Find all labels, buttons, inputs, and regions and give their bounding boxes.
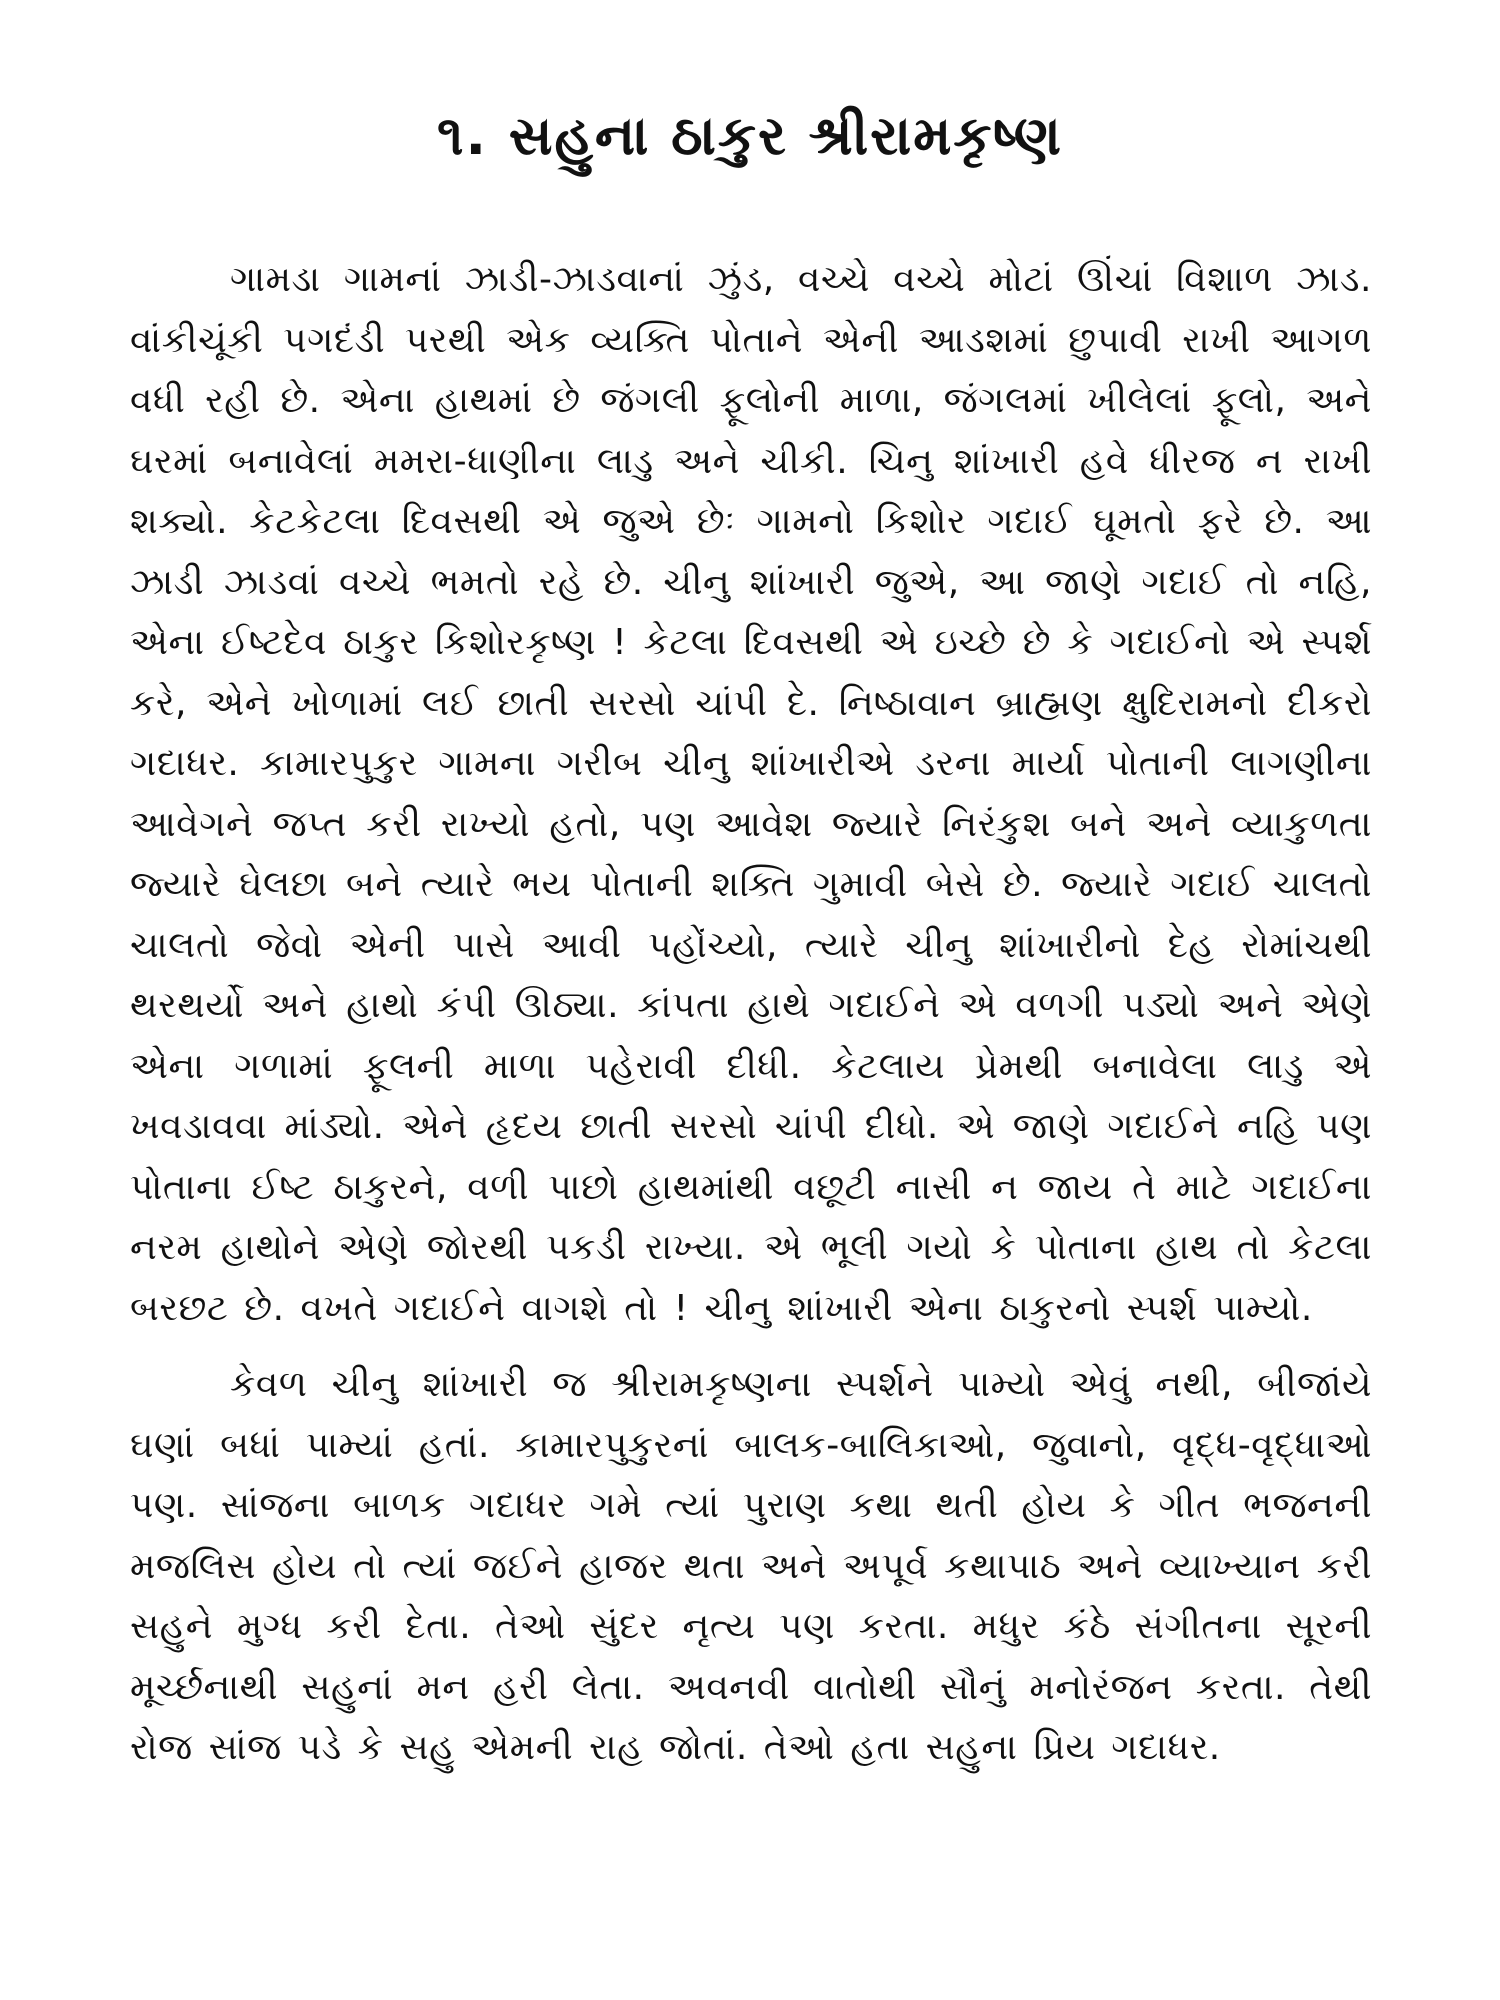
paragraph-1: ગામડા ગામનાં ઝાડી-ઝાડવાનાં ઝુંડ, વચ્ચે વચ્ચે મોટાં ઊંચાં વિશાળ ઝાડ. વાંકીચૂંકી પગદંડી પરથી એક વ્યક્તિ પોતાને એની આડશમાં છુપાવી રાખી આગળ વધી રહી છે. એના હાથમાં છે જંગલી ફૂલોની માળા, જંગલમાં ખીલેલાં ફૂલો, અને ઘરમાં બનાવેલાં મમરા-ધાણીના લાડુ અને ચીકી. ચિનુ શાંખારી હવે ધીરજ ન રાખી શક્યો. કેટકેટલા દિવસથી એ જુએ છેઃ ગામનો કિશોર ગદાઈ ઘૂમતો ફરે છે. આ ઝાડી ઝાડવાં વચ્ચે ભમતો રહે છે. ચીનુ શાંખારી જુએ, આ જાણે ગદાઈ તો નહિ, એના ઈષ્ટદેવ ઠાકુર કિશોરકૃષ્ણ ! કેટલા દિવસથી એ ઇચ્છે છે કે ગદાઈનો એ સ્પર્શ કરે, એને ખોળામાં લઈ છાતી સરસો ચાંપી દે. નિષ્ઠાવાન બ્રાહ્મણ ક્ષુદિરામનો દીકરો ગદાધર. કામારપુકુર ગામના ગરીબ ચીનુ શાંખારીએ ડરના માર્યા પોતાની લાગણીના આવેગને જપ્ત કરી રાખ્યો હતો, પણ આવેશ જ્યારે નિરંકુશ બને અને વ્યાકુળતા જ્યારે ઘેલછા બને ત્યારે ભય પોતાની શક્તિ ગુમાવી બેસે છે. જ્યારે ગદાઈ ચાલતો ચાલતો જેવો એની પાસે આવી પહોંચ્યો, ત્યારે ચીનુ શાંખારીનો દેહ રોમાંચથી થરથર્યો અને હાથો કંપી ઊઠ્યા. કાંપતા હાથે ગદાઈને એ વળગી પડ્યો અને એણે એના ગળામાં ફૂલની માળા પહેરાવી દીધી. કેટલાય પ્રેમથી બનાવેલા લાડુ એ ખવડાવવા માંડ્યો. એને હૃદય છાતી સરસો ચાંપી દીધો. એ જાણે ગદાઈને નહિ પણ પોતાના ઈષ્ટ ઠાકુરને, વળી પાછો હાથમાંથી વછૂટી નાસી ન જાય તે માટે ગદાઈના નરમ હાથોને એણે જોરથી પકડી રાખ્યા. એ ભૂલી ગયો કે પોતાના હાથ તો કેટલા બરછટ છે. વખતે ગદાઈને વાગશે તો ! ચીનુ શાંખારી એના ઠાકુરનો સ્પર્શ પામ્યો. bbox=[130, 259, 1372, 1329]
chapter-title: ૧. સહુના ઠાકુર શ્રીરામકૃષ્ણ bbox=[437, 104, 1063, 167]
paragraph-2: કેવળ ચીનુ શાંખારી જ શ્રીરામકૃષ્ણના સ્પર્શને પામ્યો એવું નથી, બીજાંયે ઘણાં બધાં પામ્યાં હતાં. કામારપુકુરનાં બાલક-બાલિકાઓ, જુવાનો, વૃદ્ધ-વૃદ્ધાઓ પણ. સાંજના બાળક ગદાધર ગમે ત્યાં પુરાણ કથા થતી હોય કે ગીત ભજનની મજલિસ હોય તો ત્યાં જઈને હાજર થતા અને અપૂર્વ કથાપાઠ અને વ્યાખ્યાન કરી સહુને મુગ્ધ કરી દેતા. તેઓ સુંદર નૃત્ય પણ કરતા. મધુર કંઠે સંગીતના સૂરની મૂર્ચ્છનાથી સહુનાં મન હરી લેતા. અવનવી વાતોથી સૌનું મનોરંજન કરતા. તેથી રોજ સાંજ પડે કે સહુ એમની રાહ જોતાં. તેઓ હતા સહુના પ્રિય ગદાધર. bbox=[130, 1364, 1372, 1768]
body-text bbox=[130, 250, 1372, 1779]
